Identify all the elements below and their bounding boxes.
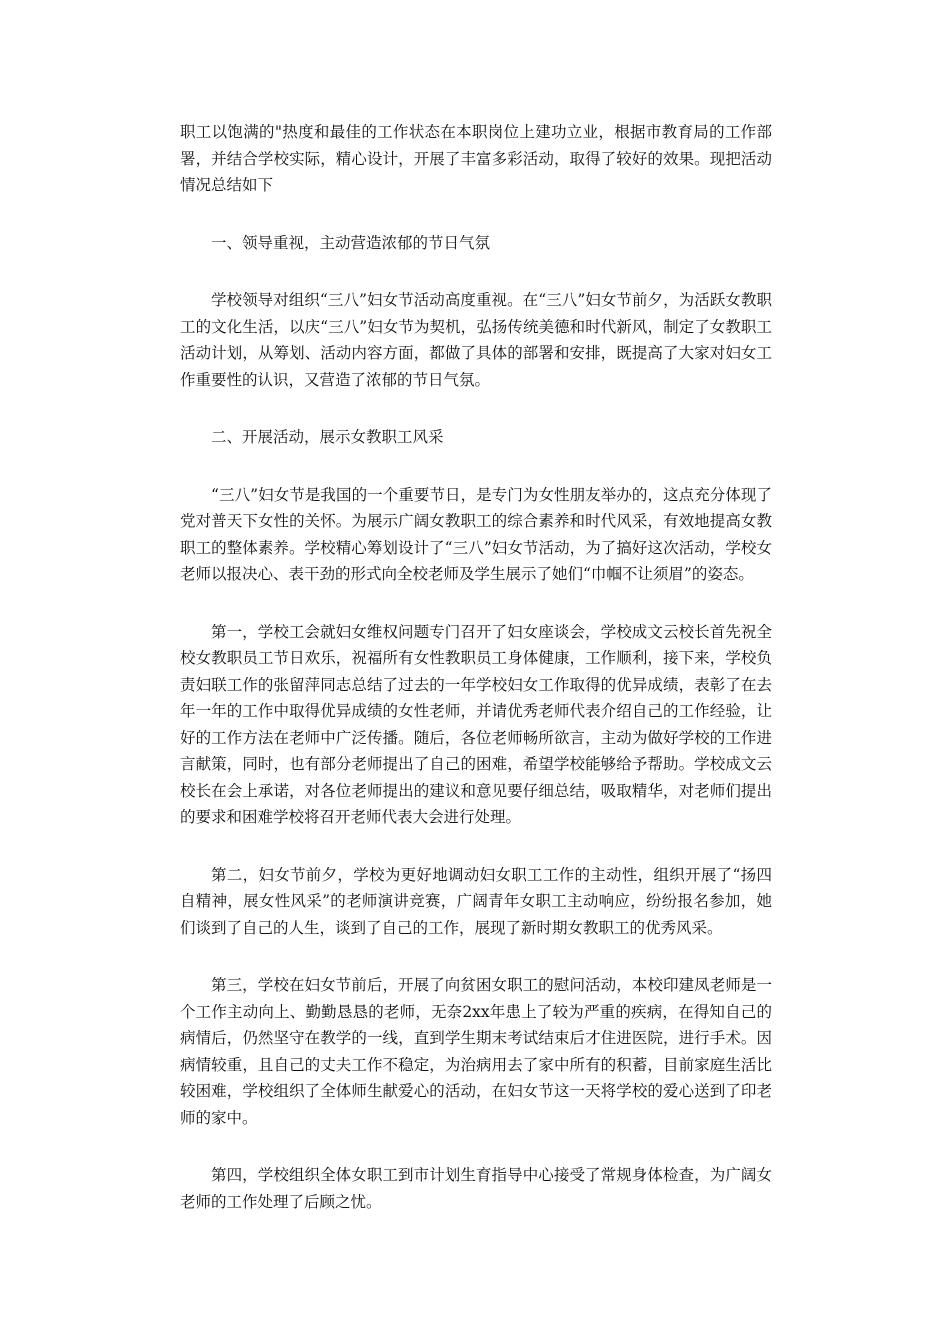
body-paragraph: 第三，学校在妇女节前后，开展了向贫困女职工的慰问活动，本校印建凤老师是一个工作主动向上、勤勤恳恳的老师，无奈2xx年患上了较为严重的疾病，在得知自己的病情后，仍然坚守在教学的一线，直到学生期末考试结束后才住进医院，进行手术。因病情较重，且自己的丈夫工作不稳定，为治病用去了家中所有的积蓄，目前家庭生活比较困难，学校组织了全体师生献爱心的活动，在妇女节这一天将学校的爱心送到了印老师的家中。 (180, 976, 772, 1127)
section-heading-1: 一、领导重视，主动营造浓郁的节日气氛 (211, 233, 491, 252)
intro-paragraph: 职工以饱满的"热度和最佳的工作状态在本职岗位上建功立业，根据市教育局的工作部署，并结合学校实际，精心设计，开展了丰富多彩活动，取得了较好的效果。现把活动情况总结如下 (180, 123, 772, 194)
document-body (180, 119, 772, 1246)
section-heading-2: 二、开展活动，展示女教职工风采 (211, 428, 444, 446)
body-paragraph: 学校领导对组织“三八”妇女节活动高度重视。在“三八”妇女节前夕，为活跃女教职工的文化生活，以庆“三八”妇女节为契机，弘扬传统美德和时代新风，制定了女教职工活动计划，从筹划、活动内容方面，都做了具体的部署和安排，既提高了大家对妇女工作重要性的认识，又营造了浓郁的节日气氛。 (180, 291, 772, 389)
body-paragraph: “三八”妇女节是我国的一个重要节日，是专门为女性朋友举办的，这点充分体现了党对普天下女性的关怀。为展示广阔女教职工的综合素养和时代风采，有效地提高女教职工的整体素养。学校精心筹划设计了“三八”妇女节活动，为了搞好这次活动，学校女老师以报决心、表干劲的形式向全校老师及学生展示了她们“巾帼不让须眉”的姿态。 (180, 485, 772, 583)
body-paragraph: 第一，学校工会就妇女维权问题专门召开了妇女座谈会，学校成文云校长首先祝全校女教职员工节日欢乐，祝福所有女性教职员工身体健康，工作顺利，接下来，学校负责妇联工作的张留萍同志总结了过去的一年学校妇女工作取得的优异成绩，表彰了在去年一年的工作中取得优异成绩的女性老师，并请优秀老师代表介绍自己的工作经验，让好的工作方法在老师中广泛传播。随后，各位老师畅所欲言，主动为做好学校的工作进言献策，同时，也有部分老师提出了自己的困难，希望学校能够给予帮助。学校成文云校长在会上承诺，对各位老师提出的建议和意见要仔细总结，吸取精华，对老师们提出的要求和困难学校将召开老师代表大会进行处理。 (180, 622, 772, 826)
body-paragraph: 第四，学校组织全体女职工到市计划生育指导中心接受了常规身体检查，为广阔女老师的工作处理了后顾之忧。 (180, 1166, 772, 1211)
body-paragraph: 第二，妇女节前夕，学校为更好地调动妇女职工工作的主动性，组织开展了“扬四自精神，展女性风采”的老师演讲竞赛，广阔青年女职工主动响应，纷纷报名参加，她们谈到了自己的人生，谈到了自己的工作，展现了新时期女教职工的优秀风采。 (180, 865, 772, 937)
